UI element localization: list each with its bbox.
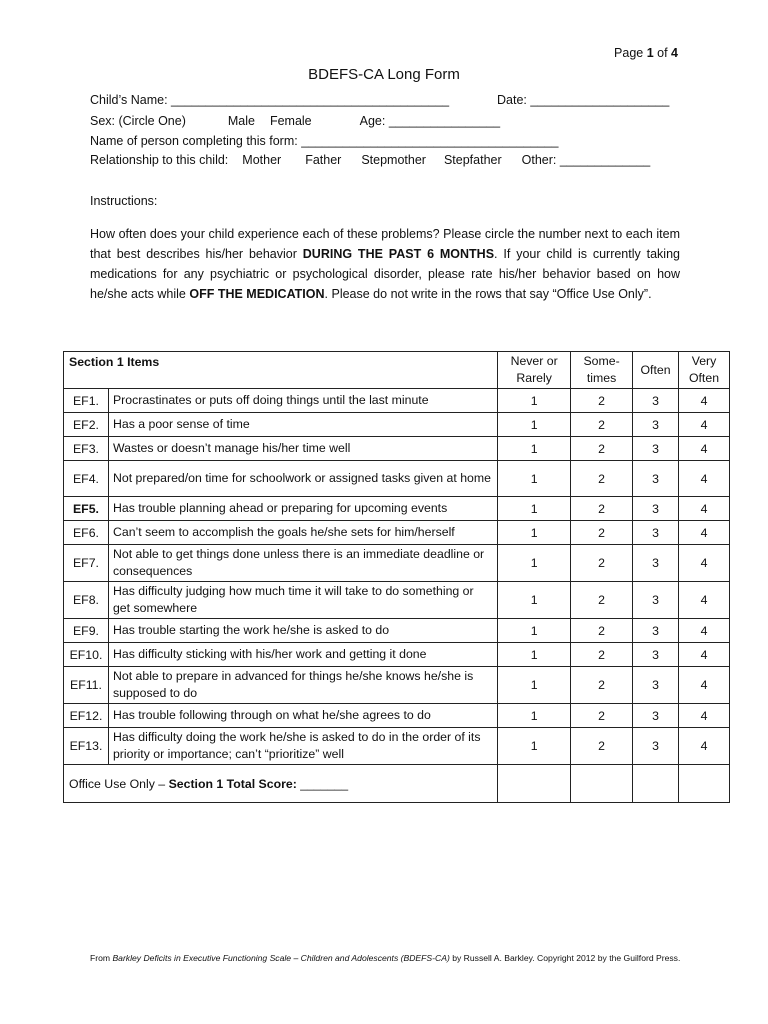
- column-header: Often: [633, 352, 679, 389]
- item-code: EF10.: [64, 643, 109, 667]
- item-code: EF4.: [64, 461, 109, 497]
- score-option[interactable]: 3: [633, 389, 679, 413]
- copyright-footer: From Barkley Deficits in Executive Functioning Scale – Children and Adolescents (BDEFS-CA) by Russell A. Barkley. Copyright 2012 by the Guilford Press.: [90, 953, 681, 963]
- score-option[interactable]: 4: [679, 582, 730, 619]
- item-code: EF5.: [64, 497, 109, 521]
- age-field[interactable]: Age: ________________: [359, 114, 501, 128]
- table-row: [64, 437, 730, 461]
- item-code: EF2.: [64, 413, 109, 437]
- table-row: [64, 461, 730, 497]
- score-option[interactable]: 4: [679, 643, 730, 667]
- item-code: EF9.: [64, 619, 109, 643]
- relationship-label: Relationship to this child:: [90, 153, 229, 167]
- table-row: [64, 497, 730, 521]
- score-option[interactable]: 2: [571, 461, 633, 497]
- relationship-option-mother[interactable]: Mother: [242, 153, 282, 167]
- score-option[interactable]: 3: [633, 437, 679, 461]
- item-description: Has difficulty judging how much time it will take to do something or get somewhere: [108, 582, 497, 619]
- instructions-text: How often does your child experience each of these problems? Please circle the number next to each item that best describes his/her behavior DURING THE PAST 6 MONTHS. If your child is currently taking medications for any psychiatric or psychological disorder, please rate his/her behavior based on how he/she acts while OFF THE MEDICATION. Please do not write in the rows that say “Office Use Only”.: [90, 227, 680, 301]
- item-code: EF12.: [64, 704, 109, 728]
- score-option[interactable]: 1: [498, 545, 571, 582]
- score-option[interactable]: 1: [498, 521, 571, 545]
- relationship-line: [90, 153, 650, 167]
- score-option[interactable]: 4: [679, 437, 730, 461]
- column-header: Never or Rarely: [498, 352, 571, 389]
- office-use-total: Office Use Only – Section 1 Total Score: _______: [64, 765, 498, 803]
- table-row: [64, 619, 730, 643]
- item-code: EF13.: [64, 728, 109, 765]
- item-description: Procrastinates or puts off doing things until the last minute: [108, 389, 497, 413]
- office-use-cell: [498, 765, 571, 803]
- relationship-option-stepfather[interactable]: Stepfather: [443, 153, 502, 167]
- score-option[interactable]: 1: [498, 497, 571, 521]
- score-option[interactable]: 1: [498, 437, 571, 461]
- completer-name-field[interactable]: Name of person completing this form: _____________________________________: [90, 134, 559, 148]
- sex-option-male[interactable]: Male: [227, 114, 255, 128]
- score-option[interactable]: 3: [633, 582, 679, 619]
- score-option[interactable]: 3: [633, 461, 679, 497]
- score-option[interactable]: 3: [633, 643, 679, 667]
- score-option[interactable]: 2: [571, 619, 633, 643]
- form-title: BDEFS-CA Long Form: [308, 66, 460, 83]
- score-option[interactable]: 2: [571, 521, 633, 545]
- score-option[interactable]: 1: [498, 667, 571, 704]
- page-number: Page 1 of 4: [614, 46, 678, 60]
- score-option[interactable]: 3: [633, 667, 679, 704]
- score-option[interactable]: 3: [633, 728, 679, 765]
- score-option[interactable]: 3: [633, 521, 679, 545]
- item-description: Has difficulty doing the work he/she is asked to do in the order of its priority or importance; can’t “prioritize” well: [108, 728, 497, 765]
- score-option[interactable]: 2: [571, 643, 633, 667]
- score-option[interactable]: 1: [498, 413, 571, 437]
- table-row: [64, 582, 730, 619]
- section-1-items-table: [63, 351, 730, 803]
- score-option[interactable]: 4: [679, 667, 730, 704]
- score-option[interactable]: 4: [679, 619, 730, 643]
- item-code: EF6.: [64, 521, 109, 545]
- item-description: Has trouble following through on what he/she agrees to do: [108, 704, 497, 728]
- score-option[interactable]: 1: [498, 619, 571, 643]
- item-code: EF1.: [64, 389, 109, 413]
- score-option[interactable]: 4: [679, 704, 730, 728]
- score-option[interactable]: 1: [498, 643, 571, 667]
- item-description: Has difficulty sticking with his/her work and getting it done: [108, 643, 497, 667]
- table-row: [64, 643, 730, 667]
- score-option[interactable]: 2: [571, 545, 633, 582]
- score-option[interactable]: 3: [633, 545, 679, 582]
- office-use-cell: [633, 765, 679, 803]
- item-description: Wastes or doesn’t manage his/her time well: [108, 437, 497, 461]
- score-option[interactable]: 2: [571, 413, 633, 437]
- table-row: [64, 413, 730, 437]
- table-row: [64, 728, 730, 765]
- table-row: [64, 704, 730, 728]
- item-code: EF11.: [64, 667, 109, 704]
- score-option[interactable]: 1: [498, 704, 571, 728]
- item-description: Not able to prepare in advanced for things he/she knows he/she is supposed to do: [108, 667, 497, 704]
- item-description: Has a poor sense of time: [108, 413, 497, 437]
- item-description: Not prepared/on time for schoolwork or assigned tasks given at home: [108, 461, 497, 497]
- column-header: Some-times: [571, 352, 633, 389]
- item-code: EF7.: [64, 545, 109, 582]
- item-code: EF3.: [64, 437, 109, 461]
- score-option[interactable]: 1: [498, 389, 571, 413]
- score-option[interactable]: 4: [679, 497, 730, 521]
- score-option[interactable]: 1: [498, 582, 571, 619]
- item-description: Has trouble planning ahead or preparing for upcoming events: [108, 497, 497, 521]
- column-header: Very Often: [679, 352, 730, 389]
- office-use-cell: [679, 765, 730, 803]
- score-option[interactable]: 2: [571, 704, 633, 728]
- score-option[interactable]: 4: [679, 521, 730, 545]
- table-row: [64, 545, 730, 582]
- score-option[interactable]: 1: [498, 461, 571, 497]
- score-option[interactable]: 3: [633, 413, 679, 437]
- sex-option-female[interactable]: Female: [269, 114, 312, 128]
- table-row: [64, 521, 730, 545]
- score-option[interactable]: 4: [679, 389, 730, 413]
- table-row: [64, 667, 730, 704]
- score-option[interactable]: 1: [498, 728, 571, 765]
- score-option[interactable]: 4: [679, 545, 730, 582]
- item-code: EF8.: [64, 582, 109, 619]
- score-option[interactable]: 3: [633, 619, 679, 643]
- score-option[interactable]: 2: [571, 667, 633, 704]
- score-option[interactable]: 2: [571, 437, 633, 461]
- relationship-option-father[interactable]: Father: [305, 153, 342, 167]
- score-option[interactable]: 4: [679, 461, 730, 497]
- sex-label: Sex: (Circle One): [90, 114, 186, 128]
- child-name-field[interactable]: Child’s Name: ________________________________________: [90, 93, 450, 107]
- sex-age-line: [90, 114, 500, 128]
- date-field[interactable]: Date: ____________________: [497, 93, 670, 107]
- item-description: Not able to get things done unless there is an immediate deadline or consequences: [108, 545, 497, 582]
- relationship-option-stepmother[interactable]: Stepmother: [361, 153, 426, 167]
- item-description: Has trouble starting the work he/she is asked to do: [108, 619, 497, 643]
- score-option[interactable]: 4: [679, 413, 730, 437]
- section-header: Section 1 Items: [64, 352, 498, 389]
- score-option[interactable]: 4: [679, 728, 730, 765]
- relationship-other-field[interactable]: Other: _____________: [521, 153, 651, 167]
- table-row: [64, 389, 730, 413]
- score-option[interactable]: 2: [571, 389, 633, 413]
- score-option[interactable]: 3: [633, 497, 679, 521]
- office-use-cell: [571, 765, 633, 803]
- instructions-label: Instructions:: [90, 194, 158, 208]
- score-option[interactable]: 2: [571, 728, 633, 765]
- item-description: Can’t seem to accomplish the goals he/she sets for him/herself: [108, 521, 497, 545]
- score-option[interactable]: 2: [571, 582, 633, 619]
- score-option[interactable]: 2: [571, 497, 633, 521]
- score-option[interactable]: 3: [633, 704, 679, 728]
